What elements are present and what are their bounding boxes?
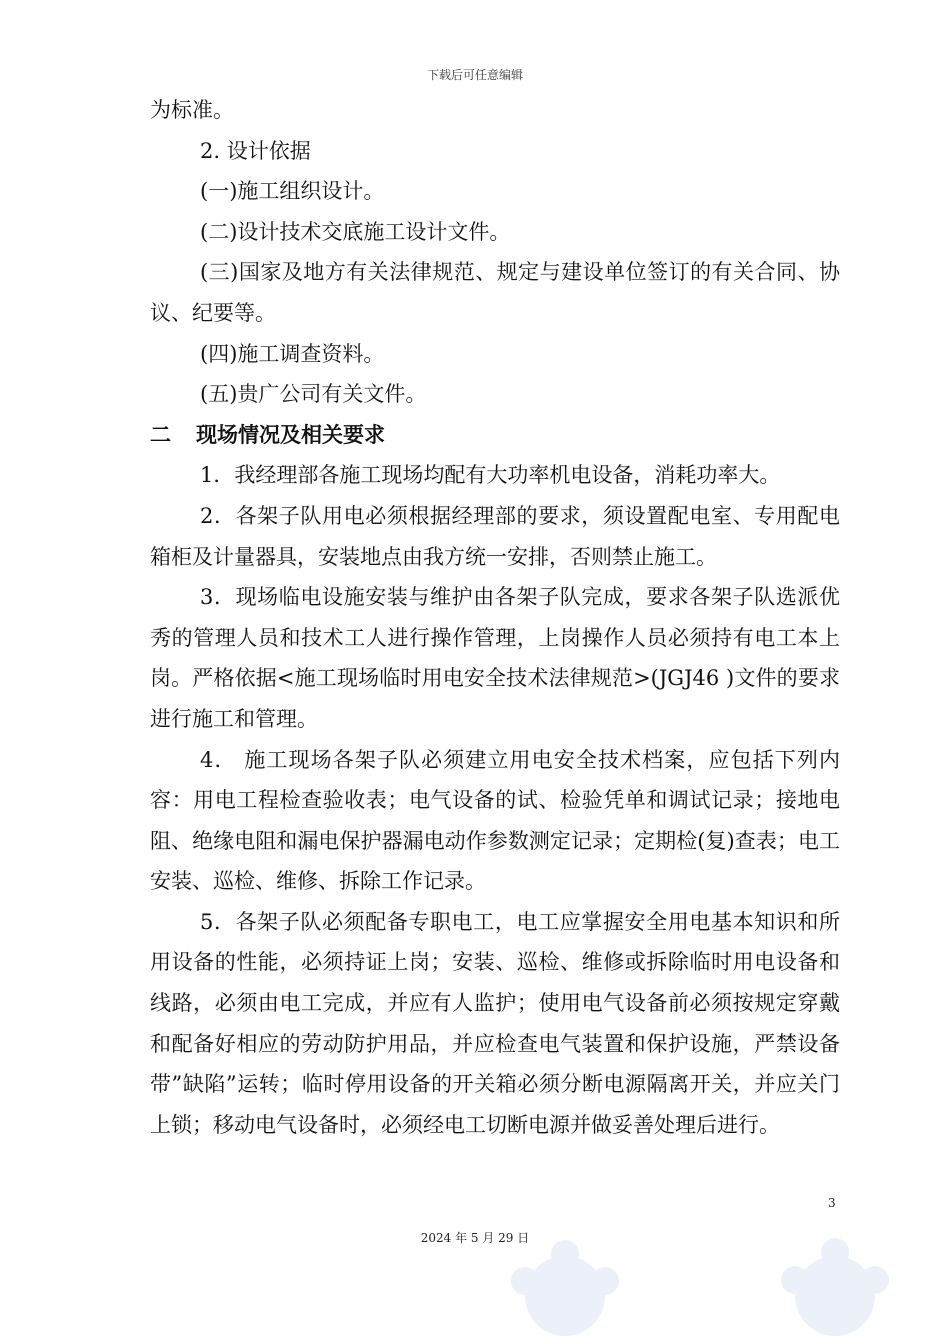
snowflake-watermark-icon [500,1236,630,1344]
list-item-2: 2．各架子队用电必须根据经理部的要求，须设置配电室、专用配电箱柜及计量器具，安装地点由我方统一安排，否则禁止施工。 [150,503,840,569]
list-item-1: 1．我经理部各施工现场均配有大功率机电设备，消耗功率大。 [200,463,781,488]
section-heading [150,415,840,456]
section-number: 二 [150,422,171,447]
snowflake-watermark-icon [770,1230,900,1344]
paragraph-design-basis: 2. 设计依据 [200,138,311,163]
paragraph-basis-3: (三)国家及地方有关法律规范、规定与建设单位签订的有关合同、协议、纪要等。 [150,260,840,325]
paragraph-basis-2: (二)设计技术交底施工设计文件。 [200,219,511,244]
page-number: 3 [828,1196,836,1210]
paragraph-basis-5: (五)贵广公司有关文件。 [200,382,427,407]
page-footer-date: 2024 年 5 月 29 日 [420,1231,530,1245]
list-item-4: 4． 施工现场各架子队必须建立用电安全技术档案，应包括下列内容：用电工程检查验收表；电气设备的试、检验凭单和调试记录；接地电阻、绝缘电阻和漏电保护器漏电动作参数测定记录；定期检(复)查表；电工安装、巡检、维修、拆除工作记录。 [150,747,840,894]
paragraph-basis-4: (四)施工调查资料。 [200,341,385,366]
paragraph-continuation: 为标准。 [150,98,234,122]
paragraph-basis-1: (一)施工组织设计。 [200,179,385,204]
list-item-3: 3．现场临电设施安装与维护由各架子队完成，要求各架子队选派优秀的管理人员和技术工人进行操作管理，上岗操作人员必须持有电工本上岗。严格依据<施工现场临时用电安全技术法律规范>(JGJ46 )文件的要求进行施工和管理。 [150,585,840,731]
document-body [150,90,840,1145]
page-header: 下载后可任意编辑 [426,68,523,82]
list-item-5: 5．各架子队必须配备专职电工，电工应掌握安全用电基本知识和所用设备的性能，必须持证上岗；安装、巡检、维修或拆除临时用电设备和线路，必须由电工完成，并应有人监护；使用电气设备前必须按规定穿戴和配备好相应的劳动防护用品，并应检查电气装置和保护设施，严禁设备带”缺陷”运转；临时停用设备的开关箱必须分断电源隔离开关，并应关门上锁；移动电气设备时，必须经电工切断电源并做妥善处理后进行。 [150,909,840,1137]
section-title: 现场情况及相关要求 [196,422,385,447]
